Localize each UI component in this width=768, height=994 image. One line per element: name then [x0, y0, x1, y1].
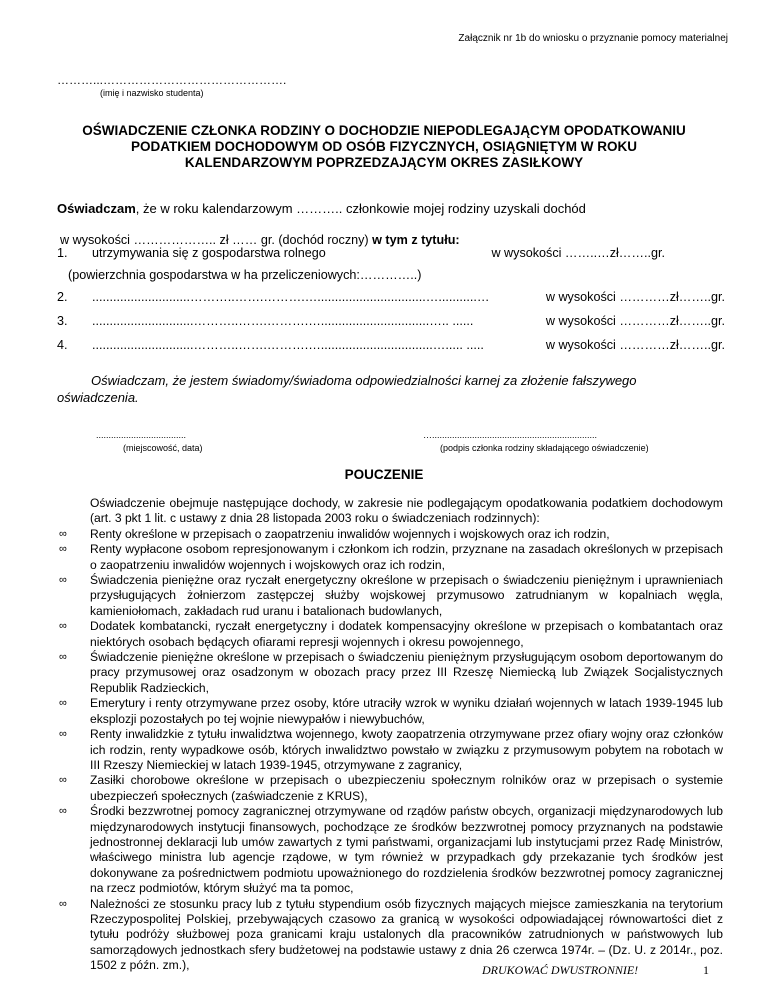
row-amount: w wysokości …………zł……..gr. [545, 314, 725, 328]
place-date-dots: .................................... [96, 430, 187, 440]
document-title [50, 123, 718, 171]
list-item: ∞ Renty określone w przepisach o zaopatrzeniu inwalidów wojennych i wojskowych oraz ich rodzin, [59, 526, 610, 541]
income-sources-label: w tym z tytułu: [372, 233, 460, 247]
bullet-icon: ∞ [59, 527, 67, 540]
place-date-caption: (miejscowość, data) [123, 443, 203, 453]
row-source: .............................………..…….……….…................................…..... ..... [92, 338, 484, 352]
instructions-lead: Oświadczenie obejmuje następujące dochody, w zakresie nie podlegającym opodatkowania podatkiem dochodowym (art. 3 pkt 1 lit. c ustawy z dnia 28 listopada 2003 roku o świadczeniach rodzinnych): [90, 496, 723, 526]
income-amount-text: w wysokości ……………….. zł …… gr. (dochód roczny) [60, 233, 373, 247]
bullet-icon: ∞ [59, 805, 67, 818]
signature-dots: ….................................................................. [423, 430, 598, 440]
student-name-field: ………...………………………………………. [57, 73, 287, 87]
instructions-title: POUCZENIE [344, 467, 424, 482]
bullet-icon: ∞ [59, 543, 67, 556]
row-source: ............................………..…….……….…...............................…...........… [92, 290, 490, 304]
title-line-1: OŚWIADCZENIE CZŁONKA RODZINY O DOCHODZIE NIEPODLEGAJĄCYM OPODATKOWANIU [82, 123, 686, 138]
bullet-icon: ∞ [59, 697, 67, 710]
statement-line-1: Oświadczam, że jestem świadomy/świadoma odpowiedzialności karnej za złożenie fałszywego [91, 373, 637, 388]
list-item: ∞ Świadczenia pieniężne oraz ryczałt energetyczny określone w przepisach o świadczeniu pieniężnym i uprawnieniach przysługujących żołnierzom zastępczej służby wojskowej przymusowo zatrudnianym w kopalniach węgla, kamieniołomach, zakładach rud uranu i batalionach budowlanych, [59, 573, 723, 618]
student-name-caption: (imię i nazwisko studenta) [100, 88, 204, 98]
declaration-bold: Oświadczam [57, 201, 136, 216]
bullet-icon: ∞ [59, 774, 67, 787]
declaration-line [57, 201, 586, 216]
list-item: ∞ Świadczenie pieniężne określone w przepisach o świadczeniu pieniężnym przysługującym osobom deportowanym do pracy przymusowej oraz osadzonym w obozach pracy przez III Rzeszę Niemiecką lub Związek Socjalistycznych Republik Radzieckich, [59, 650, 723, 695]
row-number: 4. [57, 338, 68, 352]
bullet-icon: ∞ [59, 574, 67, 587]
row-source: utrzymywania się z gospodarstwa rolnego [92, 246, 326, 260]
responsibility-statement [57, 372, 725, 406]
row-number: 1. [57, 246, 68, 260]
list-item: ∞ Należności ze stosunku pracy lub z tytułu stypendium osób fizycznych mających miejsce zamieszkania na terytorium Rzeczypospolitej Polskiej, przebywających czasowo za granicą w wysokości odpowiadającej równowartości diet z tytułu podróży służbowej poza granicami kraju ustalonych dla pracowników zatrudnionych w państwowych lub samorządowych jednostkach sfery budżetowej na podstawie ustawy z dnia 26 czerwca 1974r. – (Dz. U. z 2014r., poz. 1502 z późn. zm.), [59, 896, 723, 973]
bullet-icon: ∞ [59, 620, 67, 633]
row-amount: w wysokości …………zł……..gr. [545, 338, 725, 352]
list-item: ∞ Zasiłki chorobowe określone w przepisach o ubezpieczeniu społecznym rolników oraz w przepisach o systemie ubezpieczeń społecznych (zaświadczenie z KRUS), [59, 773, 723, 803]
farm-area-line: (powierzchnia gospodarstwa w ha przeliczeniowych:…………..) [68, 268, 422, 282]
row-amount: w wysokości …………zł……..gr. [545, 290, 725, 304]
bullet-icon: ∞ [59, 728, 67, 741]
list-item: ∞ Renty inwalidzkie z tytułu inwalidztwa wojennego, kwoty zaopatrzenia otrzymywane przez ofiary wojny oraz członków ich rodzin, renty wypadkowe osób, których inwalidztwo powstało w związku z przymusowym pobytem na robotach w III Rzeszy Niemieckiej w latach 1939-1945, otrzymywane z zagranicy, [59, 727, 723, 772]
print-duplex-note: DRUKOWAĆ DWUSTRONNIE! [482, 963, 639, 977]
signature-caption: (podpis członka rodziny składającego oświadczenie) [440, 443, 649, 453]
row-number: 2. [57, 290, 68, 304]
bullet-icon: ∞ [59, 651, 67, 664]
income-amount-line [60, 233, 460, 247]
row-amount: w wysokości ……..…zł……..gr. [491, 246, 665, 260]
instructions-list [57, 496, 723, 974]
row-number: 3. [57, 314, 68, 328]
declaration-text: , że w roku kalendarzowym ……….. członkowie mojej rodziny uzyskali dochód [135, 201, 586, 216]
list-item: ∞ Emerytury i renty otrzymywane przez osoby, które utraciły wzrok w wyniku działań wojennych w latach 1939-1945 lub eksplozji pozostałych po tej wojnie niewypałów i niewybuchów, [59, 696, 723, 726]
page-number: 1 [703, 963, 709, 977]
list-item: ∞ Dodatek kombatancki, ryczałt energetyczny i dodatek kompensacyjny określone w przepisach o kombatantach oraz niektórych osobach będących ofiarami represji wojennych i okresu powojennego, [59, 619, 723, 649]
title-line-2: PODATKIEM DOCHODOWYM OD OSÓB FIZYCZNYCH, OSIĄGNIĘTYM W ROKU [131, 139, 637, 154]
list-item: ∞ Renty wypłacone osobom represjonowanym i członkom ich rodzin, przyznane na zasadach określonych w przepisach o zaopatrzeniu inwalidów wojennych i wojskowych oraz ich rodzin, [59, 542, 723, 572]
title-line-3: KALENDARZOWYM POPRZEDZAJĄCYM OKRES ZASIŁKOWY [184, 155, 584, 170]
row-source: .............................………..…….……….…...............................….. ...... [92, 314, 474, 328]
list-item: ∞ Środki bezzwrotnej pomocy zagranicznej otrzymywane od rządów państw obcych, organizacji międzynarodowych lub międzynarodowych instytucji finansowych, pochodzące ze środków bezzwrotnej pomocy przyznanych na podstawie jednostronnej deklaracji lub umów zawartych z tymi państwami, organizacjami lub instytucjami przez Radę Ministrów, właściwego ministra lub agencje rządowe, w tym również w przypadkach gdy przekazanie tych środków jest dokonywane za pośrednictwem podmiotu upoważnionego do rozdzielenia środków bezzwrotnej pomocy zagranicznej na rzecz podmiotów, którym służyć ma ta pomoc, [59, 804, 723, 896]
bullet-icon: ∞ [59, 897, 67, 910]
statement-line-2: oświadczenia. [57, 390, 139, 405]
attachment-note: Załącznik nr 1b do wniosku o przyznanie pomocy materialnej [458, 33, 728, 44]
